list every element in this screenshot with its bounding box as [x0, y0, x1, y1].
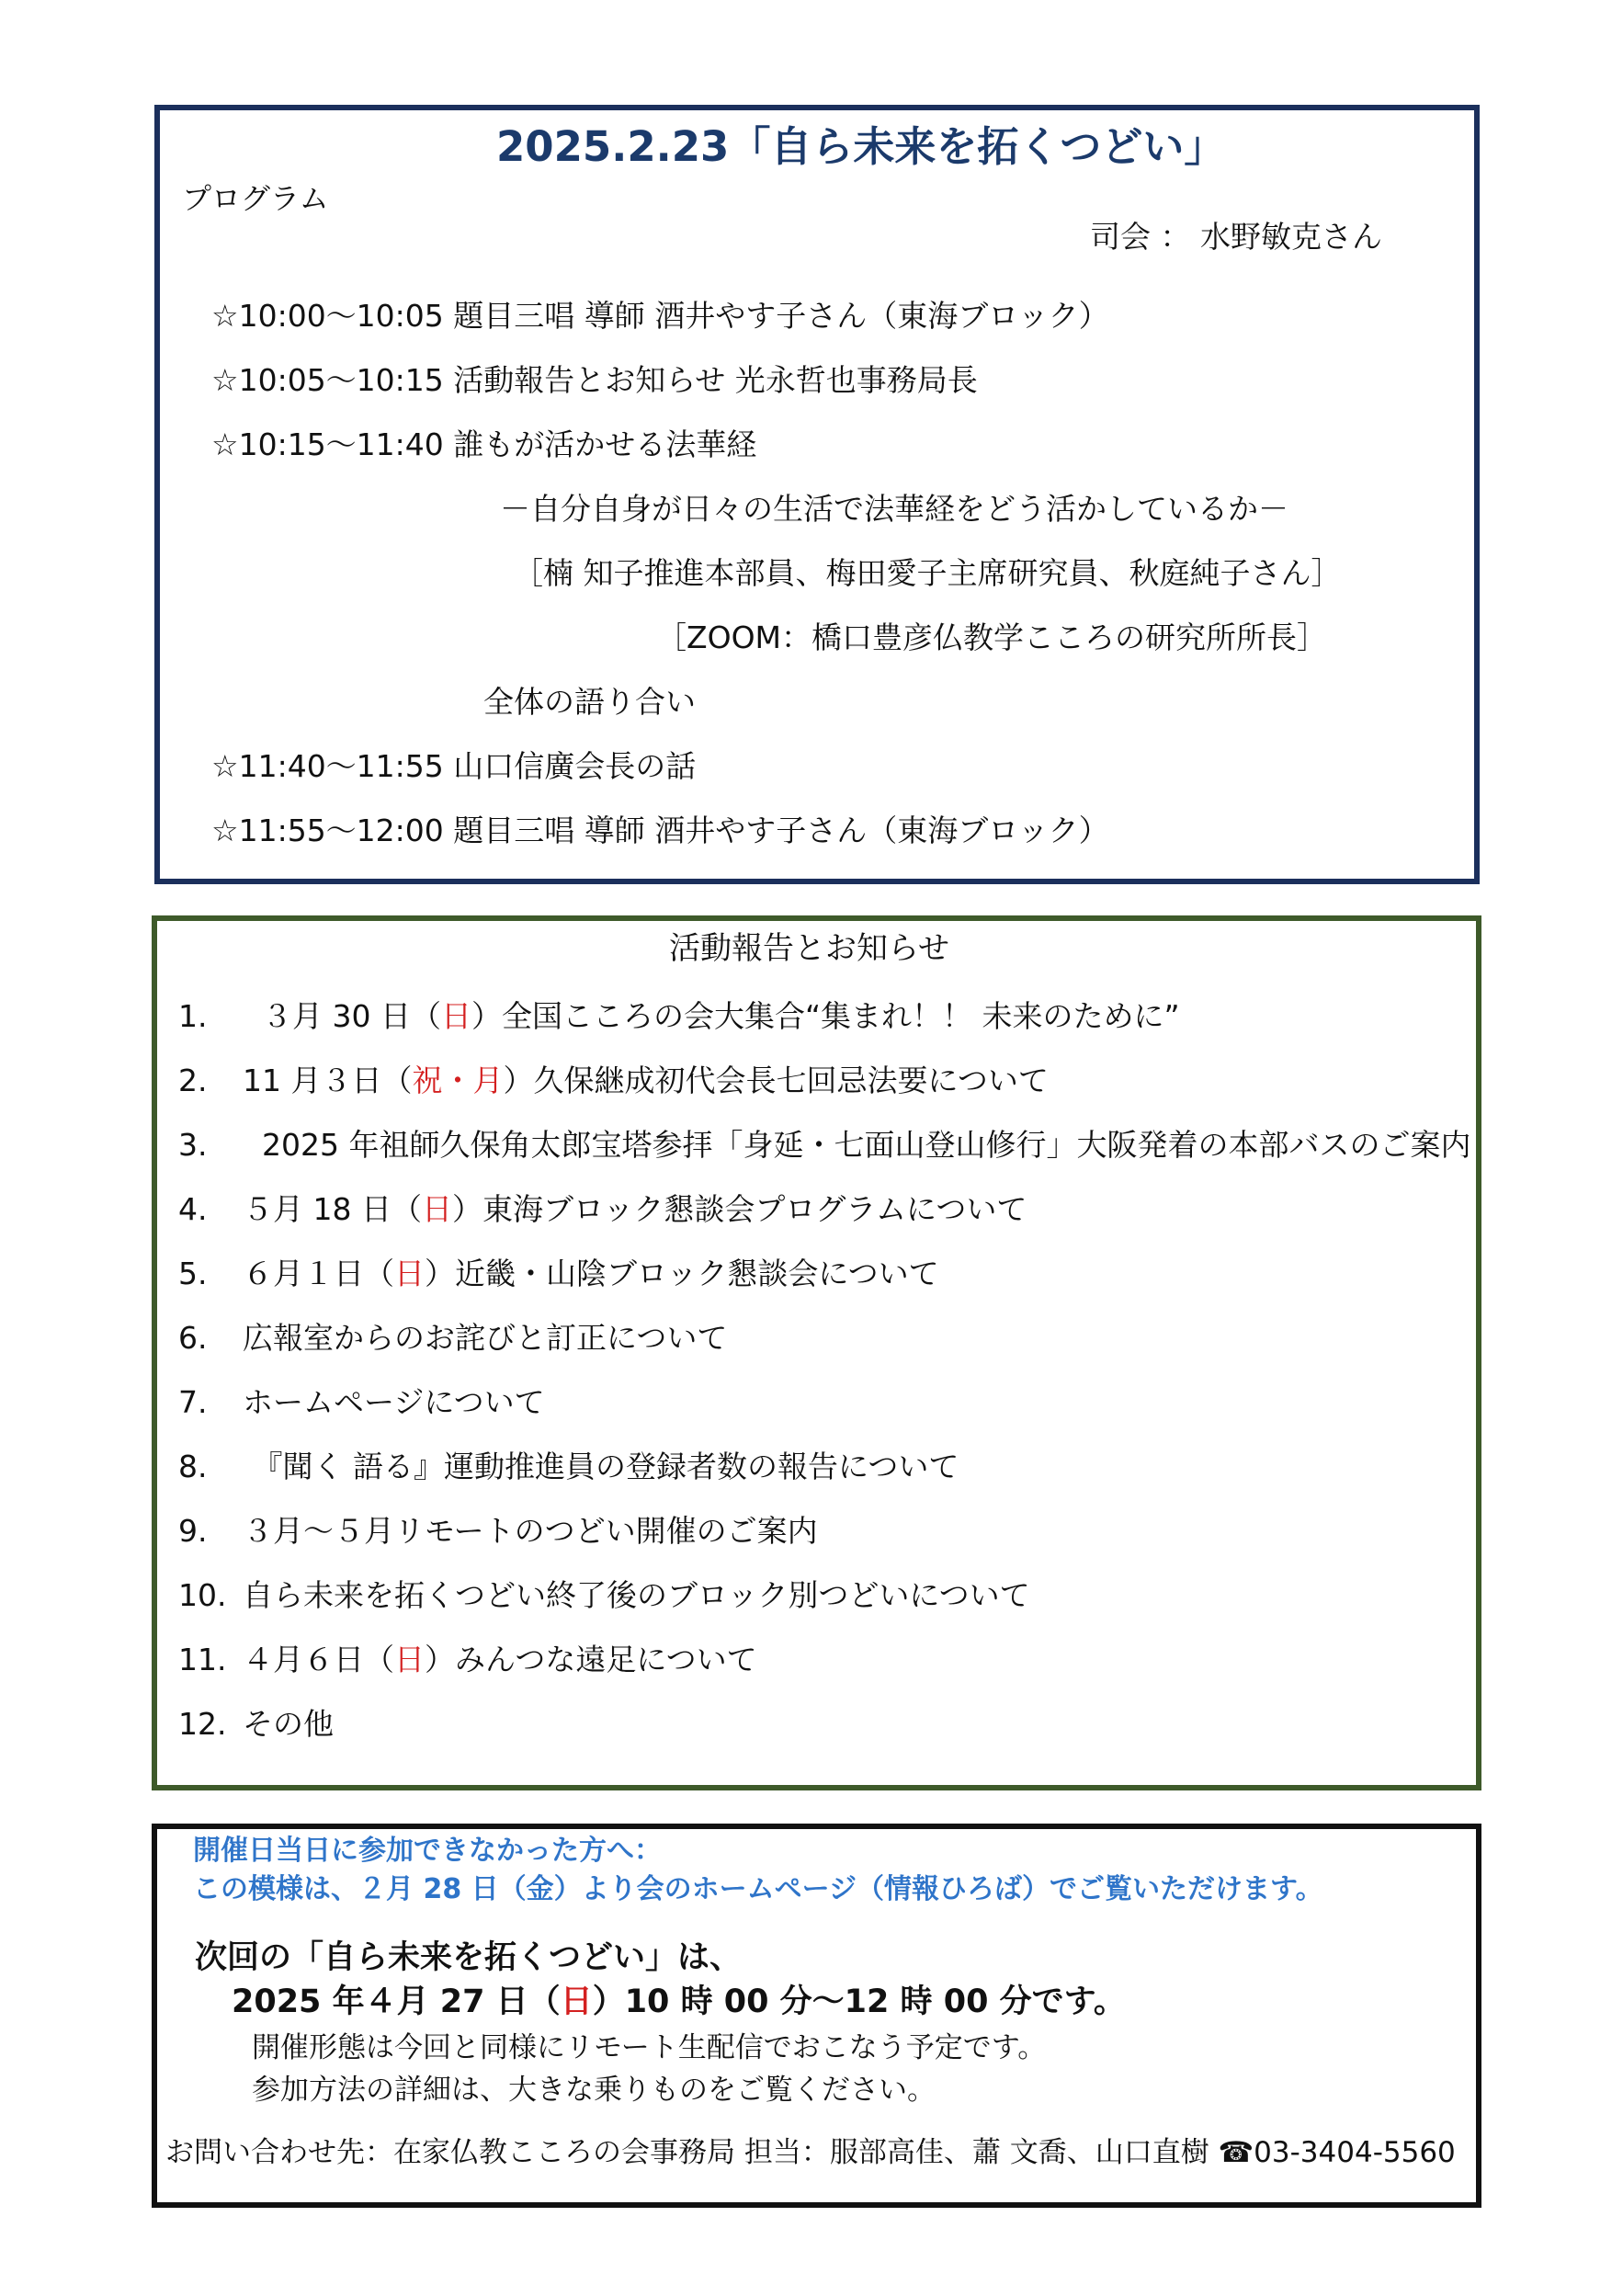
report-item-text: その他	[243, 1706, 334, 1742]
report-item-day: 日	[394, 1642, 425, 1677]
program-item-3-speakers: ［楠 知子推進本部員、梅田愛子主席研究員、秋庭純子さん］	[513, 555, 1342, 591]
report-item-text: ５月 18 日（	[243, 1191, 422, 1227]
report-item-text-rest: ）近畿・山陰ブロック懇談会について	[425, 1256, 939, 1291]
report-item-text-rest: ）全国こころの会大集合“集まれ！！ 未来のために”	[471, 998, 1180, 1034]
report-item-text: ３月 30 日（	[243, 998, 441, 1034]
next-event-date	[232, 1983, 1126, 2020]
report-item	[178, 1256, 939, 1292]
report-heading: 活動報告とお知らせ	[669, 930, 949, 967]
report-item-text-rest: ）久保継成初代会長七回忌法要について	[503, 1063, 1049, 1098]
next-event-date-pre: 2025 年４月 27 日（	[232, 1983, 561, 2020]
program-item-5: ☆11:55～12:00 題目三唱 導師 酒井やす子さん（東海ブロック）	[211, 813, 1109, 848]
report-item	[178, 1577, 1030, 1614]
report-item-number: 5.	[178, 1256, 208, 1291]
report-item-day: 日	[440, 998, 471, 1034]
report-item	[178, 1384, 545, 1421]
report-item	[178, 1127, 1470, 1164]
program-mc: 司会 ： 水野敏克さん	[1090, 219, 1382, 255]
report-item-number: 9.	[178, 1513, 208, 1549]
report-item-number: 3.	[178, 1127, 208, 1163]
report-item-day: 日	[421, 1191, 452, 1227]
report-item-text: ６月１日（	[243, 1256, 394, 1291]
report-item	[178, 1513, 818, 1550]
report-item-number: 8.	[178, 1449, 208, 1484]
program-item-3-discussion: 全体の語り合い	[483, 684, 696, 720]
program-item-3-zoom: ［ZOOM：橋口豊彦仏教学こころの研究所所長］	[656, 619, 1328, 655]
next-event-weekday: 日	[560, 1983, 593, 2020]
report-item-text: 自ら未来を拓くつどい終了後のブロック別つどいについて	[243, 1577, 1030, 1613]
notice-line-1: 開催日当日に参加できなかった方へ：	[193, 1835, 662, 1867]
report-item	[178, 1320, 727, 1357]
report-item	[178, 1642, 757, 1678]
report-item-number: 12.	[178, 1706, 227, 1742]
report-item-text-rest: ）東海ブロック懇談会プログラムについて	[451, 1191, 1027, 1227]
report-item-text: 2025 年祖師久保角太郎宝塔参拝「身延・七面山登山修行」大阪発着の本部バスのご案内	[243, 1127, 1471, 1163]
program-item-2: ☆10:05～10:15 活動報告とお知らせ 光永哲也事務局長	[211, 362, 978, 398]
notice-detail-1: 開催形態は今回と同様にリモート生配信でおこなう予定です。	[252, 2031, 1047, 2064]
program-title: 2025.2.23「自ら未来を拓くつどい」	[496, 122, 1226, 171]
report-item-number: 7.	[178, 1384, 208, 1420]
report-item-text: 11 月３日（	[243, 1063, 413, 1098]
next-event-date-post: ）10 時 00 分～12 時 00 分です。	[592, 1983, 1126, 2020]
program-item-1: ☆10:00～10:05 題目三唱 導師 酒井やす子さん（東海ブロック）	[211, 298, 1109, 334]
next-event-line-1: 次回の「自ら未来を拓くつどい」は、	[195, 1939, 743, 1976]
report-item	[178, 1449, 959, 1485]
report-item-text: 『聞く 語る』運動推進員の登録者数の報告について	[243, 1449, 959, 1484]
report-item	[178, 1191, 1027, 1228]
report-item-text: ３月～５月リモートのつどい開催のご案内	[243, 1513, 818, 1549]
report-item	[178, 1706, 334, 1743]
report-item-number: 6.	[178, 1320, 208, 1356]
report-item-day: 祝・月	[412, 1063, 504, 1098]
report-item-text: 広報室からのお詫びと訂正について	[243, 1320, 728, 1356]
contact-line: お問い合わせ先：在家仏教こころの会事務局 担当：服部高佳、蕭 文喬、山口直樹 ☎03-3404-5560	[165, 2136, 1456, 2169]
report-item	[178, 998, 1180, 1035]
program-item-3: ☆10:15～11:40 誰もが活かせる法華経	[211, 426, 757, 462]
notice-detail-2: 参加方法の詳細は、大きな乗りものをご覧ください。	[252, 2074, 936, 2107]
report-item-text-rest: ）みんつな遠足について	[425, 1642, 757, 1677]
program-subtitle: プログラム	[182, 181, 329, 216]
program-item-4: ☆11:40～11:55 山口信廣会長の話	[211, 748, 697, 784]
report-item-number: 2.	[178, 1063, 208, 1098]
report-item-number: 10.	[178, 1577, 227, 1613]
notice-line-2: この模様は、２月 28 日（金）より会のホームページ（情報ひろば）でご覧いただけます。	[193, 1873, 1323, 1905]
report-item-number: 1.	[178, 998, 208, 1034]
report-item-text: ホームページについて	[243, 1384, 545, 1420]
report-item	[178, 1063, 1049, 1099]
report-item-day: 日	[394, 1256, 425, 1291]
report-item-number: 4.	[178, 1191, 208, 1227]
program-item-3-sub: －自分自身が日々の生活で法華経をどう活かしているか－	[500, 491, 1288, 527]
report-item-number: 11.	[178, 1642, 227, 1677]
report-item-text: ４月６日（	[243, 1642, 394, 1677]
